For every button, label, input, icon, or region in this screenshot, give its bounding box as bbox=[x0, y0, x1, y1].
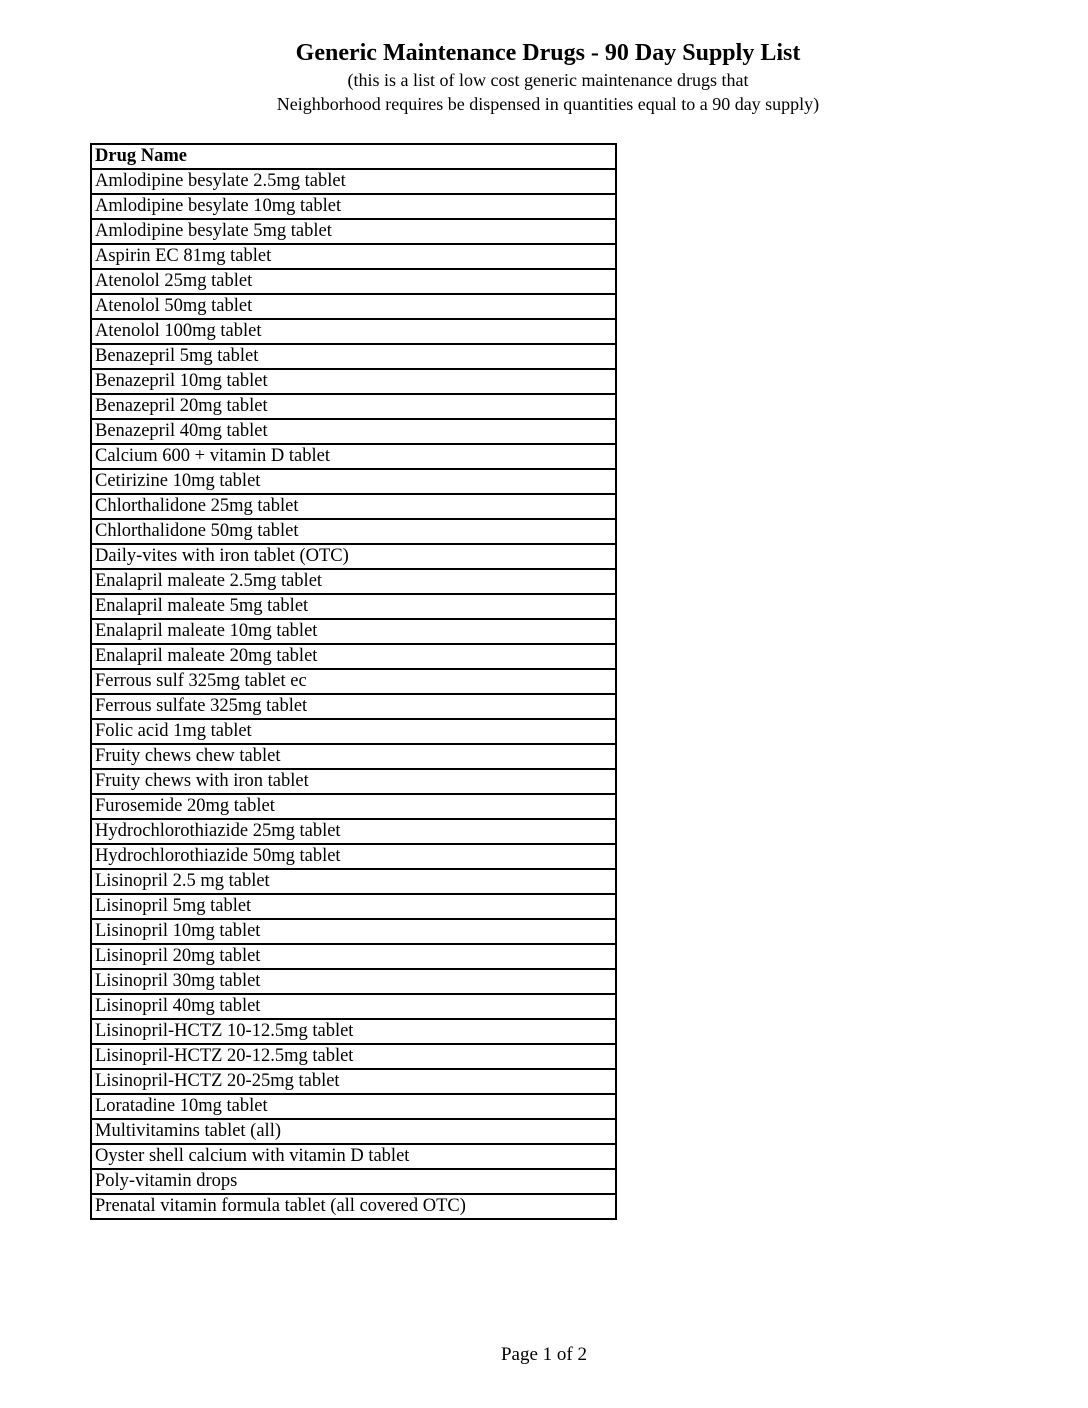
table-row bbox=[91, 844, 616, 869]
drug-name-cell: Benazepril 5mg tablet bbox=[91, 344, 616, 369]
document-title: Generic Maintenance Drugs - 90 Day Supply List bbox=[295, 40, 801, 66]
table-row bbox=[91, 594, 616, 619]
table-row bbox=[91, 769, 616, 794]
table-row bbox=[91, 994, 616, 1019]
table-row bbox=[91, 544, 616, 569]
drug-name-cell: Amlodipine besylate 5mg tablet bbox=[91, 219, 616, 244]
drug-name-cell: Lisinopril 5mg tablet bbox=[91, 894, 616, 919]
drug-list-body bbox=[91, 169, 616, 1219]
drug-name-cell: Furosemide 20mg tablet bbox=[91, 794, 616, 819]
drug-name-cell: Enalapril maleate 2.5mg tablet bbox=[91, 569, 616, 594]
drug-name-cell: Lisinopril 2.5 mg tablet bbox=[91, 869, 616, 894]
table-row bbox=[91, 244, 616, 269]
drug-name-cell: Benazepril 10mg tablet bbox=[91, 369, 616, 394]
table-row bbox=[91, 1119, 616, 1144]
drug-name-cell: Atenolol 50mg tablet bbox=[91, 294, 616, 319]
table-row bbox=[91, 969, 616, 994]
drug-name-cell: Prenatal vitamin formula tablet (all covered OTC) bbox=[91, 1194, 616, 1219]
drug-name-cell: Fruity chews chew tablet bbox=[91, 744, 616, 769]
table-row bbox=[91, 1169, 616, 1194]
drug-name-cell: Lisinopril-HCTZ 20-12.5mg tablet bbox=[91, 1044, 616, 1069]
drug-name-cell: Enalapril maleate 5mg tablet bbox=[91, 594, 616, 619]
drug-name-cell: Atenolol 100mg tablet bbox=[91, 319, 616, 344]
table-row bbox=[91, 169, 616, 194]
drug-name-cell: Fruity chews with iron tablet bbox=[91, 769, 616, 794]
document-subtitle-line-2: Neighborhood requires be dispensed in quantities equal to a 90 day supply) bbox=[276, 94, 820, 114]
column-header-drug-name: Drug Name bbox=[91, 144, 616, 169]
table-row bbox=[91, 394, 616, 419]
drug-name-cell: Lisinopril-HCTZ 10-12.5mg tablet bbox=[91, 1019, 616, 1044]
drug-name-cell: Atenolol 25mg tablet bbox=[91, 269, 616, 294]
drug-name-cell: Ferrous sulf 325mg tablet ec bbox=[91, 669, 616, 694]
table-row bbox=[91, 519, 616, 544]
table-row bbox=[91, 294, 616, 319]
table-row bbox=[91, 444, 616, 469]
drug-name-cell: Lisinopril 20mg tablet bbox=[91, 944, 616, 969]
table-row bbox=[91, 669, 616, 694]
drug-name-cell: Lisinopril-HCTZ 20-25mg tablet bbox=[91, 1069, 616, 1094]
drug-name-cell: Chlorthalidone 25mg tablet bbox=[91, 494, 616, 519]
page-number: Page 1 of 2 bbox=[500, 1344, 587, 1365]
table-row bbox=[91, 344, 616, 369]
table-row bbox=[91, 569, 616, 594]
drug-name-cell: Ferrous sulfate 325mg tablet bbox=[91, 694, 616, 719]
table-row bbox=[91, 1144, 616, 1169]
drug-name-cell: Folic acid 1mg tablet bbox=[91, 719, 616, 744]
table-row bbox=[91, 469, 616, 494]
drug-name-cell: Lisinopril 30mg tablet bbox=[91, 969, 616, 994]
table-row bbox=[91, 869, 616, 894]
table-row bbox=[91, 1019, 616, 1044]
drug-name-cell: Cetirizine 10mg tablet bbox=[91, 469, 616, 494]
drug-name-cell: Enalapril maleate 10mg tablet bbox=[91, 619, 616, 644]
drug-name-cell: Benazepril 20mg tablet bbox=[91, 394, 616, 419]
table-row bbox=[91, 944, 616, 969]
table-row bbox=[91, 1044, 616, 1069]
drug-name-cell: Hydrochlorothiazide 50mg tablet bbox=[91, 844, 616, 869]
table-row bbox=[91, 1069, 616, 1094]
table-row bbox=[91, 419, 616, 444]
drug-name-cell: Benazepril 40mg tablet bbox=[91, 419, 616, 444]
drug-name-cell: Amlodipine besylate 10mg tablet bbox=[91, 194, 616, 219]
table-row bbox=[91, 369, 616, 394]
drug-name-cell: Amlodipine besylate 2.5mg tablet bbox=[91, 169, 616, 194]
table-row bbox=[91, 919, 616, 944]
drug-name-cell: Loratadine 10mg tablet bbox=[91, 1094, 616, 1119]
table-row bbox=[91, 319, 616, 344]
drug-name-cell: Lisinopril 40mg tablet bbox=[91, 994, 616, 1019]
table-row bbox=[91, 744, 616, 769]
table-row bbox=[91, 819, 616, 844]
drug-list-table bbox=[90, 143, 617, 1220]
table-row bbox=[91, 894, 616, 919]
document-subtitle-line-1: (this is a list of low cost generic maintenance drugs that bbox=[347, 70, 749, 90]
table-row bbox=[91, 219, 616, 244]
drug-name-cell: Calcium 600 + vitamin D tablet bbox=[91, 444, 616, 469]
drug-name-cell: Lisinopril 10mg tablet bbox=[91, 919, 616, 944]
table-row bbox=[91, 494, 616, 519]
table-row bbox=[91, 794, 616, 819]
table-row bbox=[91, 194, 616, 219]
drug-name-cell: Enalapril maleate 20mg tablet bbox=[91, 644, 616, 669]
drug-name-cell: Hydrochlorothiazide 25mg tablet bbox=[91, 819, 616, 844]
table-row bbox=[91, 269, 616, 294]
table-row bbox=[91, 719, 616, 744]
drug-name-cell: Aspirin EC 81mg tablet bbox=[91, 244, 616, 269]
table-row bbox=[91, 694, 616, 719]
drug-name-cell: Daily-vites with iron tablet (OTC) bbox=[91, 544, 616, 569]
table-row bbox=[91, 619, 616, 644]
table-row bbox=[91, 1094, 616, 1119]
drug-name-cell: Oyster shell calcium with vitamin D tablet bbox=[91, 1144, 616, 1169]
table-header-row bbox=[91, 144, 616, 169]
table-row bbox=[91, 644, 616, 669]
table-row bbox=[91, 1194, 616, 1219]
drug-name-cell: Chlorthalidone 50mg tablet bbox=[91, 519, 616, 544]
drug-name-cell: Poly-vitamin drops bbox=[91, 1169, 616, 1194]
drug-name-cell: Multivitamins tablet (all) bbox=[91, 1119, 616, 1144]
